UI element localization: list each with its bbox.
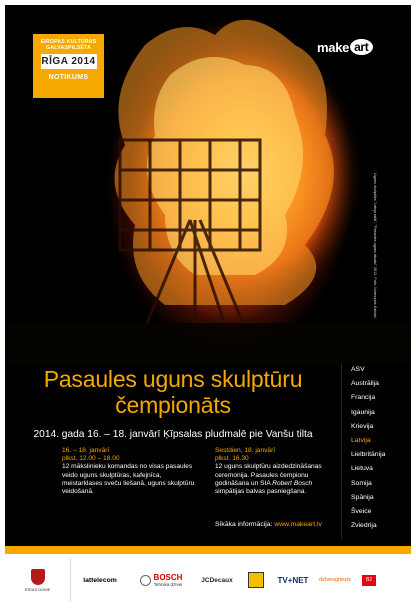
jcdecaux-label: JCDecaux bbox=[201, 576, 233, 584]
country-item: ASV bbox=[351, 366, 365, 373]
title-line-2: čempionāts bbox=[115, 392, 231, 418]
logo-art: art bbox=[350, 39, 372, 55]
riga-dome-logo bbox=[5, 558, 71, 602]
col1-text: 12 mākslinieku komandas no visas pasaules veido uguns skulptūras, kafejnīca, meistarklases sveču liešanā, uguns skulptūru veidošanā. bbox=[62, 463, 195, 496]
jcdecaux-logo bbox=[193, 558, 241, 602]
b2-logo bbox=[355, 558, 383, 602]
country-item: Lietuva bbox=[351, 465, 373, 473]
riga-dome-label: RĪGAS DOME bbox=[24, 586, 51, 592]
col2-time: plkst. 16.30 bbox=[215, 455, 249, 463]
bosch-logo bbox=[129, 558, 193, 602]
country-item: Somija bbox=[351, 479, 372, 487]
logo-prefix: make bbox=[317, 39, 350, 55]
country-item: Zviedrija bbox=[351, 522, 377, 530]
title-line-1: Pasaules uguns skulptūru bbox=[43, 366, 303, 392]
country-item: Krievija bbox=[351, 422, 374, 430]
tvnet-logo bbox=[271, 558, 315, 602]
schedule-column-2 bbox=[215, 447, 339, 496]
dzivesgriezis-logo bbox=[315, 558, 355, 602]
zb-logo bbox=[241, 558, 271, 602]
badge-caption: EIROPAS KULTŪRAS GALVASPILSĒTA bbox=[40, 39, 97, 51]
col2-dates: Sestdien, 18. janvārī bbox=[215, 447, 276, 454]
info-url[interactable]: www.makeart.lv bbox=[274, 521, 322, 528]
b2-label: B2 bbox=[362, 575, 376, 586]
lattelecom-label: lattelecom bbox=[83, 576, 117, 584]
country-item: Austrālija bbox=[351, 380, 379, 388]
schedule-column-1 bbox=[62, 447, 198, 496]
col2-text-italic: Robert Bosch bbox=[272, 479, 313, 487]
badge-label: NOTIKUMS bbox=[48, 74, 89, 81]
more-info bbox=[215, 521, 322, 528]
photo-credit: Uguns skulptūra "Latvju rakti", "Pasaules uguns ritualu" 2012. Foto: Normunds Kalviņš bbox=[373, 173, 377, 318]
col1-time: plkst. 12.00 – 18.00 bbox=[62, 455, 120, 463]
lattelecom-logo bbox=[71, 558, 129, 602]
sponsors-bar bbox=[5, 546, 411, 606]
dz-label: dzīvesgriezis bbox=[319, 577, 351, 583]
zb-square-icon bbox=[248, 572, 264, 588]
riga-crest-icon bbox=[31, 569, 45, 585]
col1-dates: 16. – 18. janvārī bbox=[62, 447, 110, 454]
poster bbox=[5, 5, 411, 606]
country-item: Latvija bbox=[351, 436, 371, 444]
bosch-text bbox=[154, 573, 183, 587]
info-label: Sīkāka informācija: bbox=[215, 521, 275, 528]
col2-text-before: 12 uguns skulptūru aizdedzināšanas ceremonija. Pasaules čempionu godināšana un SIA bbox=[215, 463, 322, 487]
culture-capital-badge bbox=[33, 34, 104, 98]
tvnet-label: TV+NET bbox=[277, 575, 309, 585]
country-item: Šveice bbox=[351, 507, 372, 515]
bosch-tagline: Tehnika dzīvei bbox=[153, 582, 183, 587]
country-item: Francija bbox=[351, 394, 376, 402]
country-item: Igaunija bbox=[351, 408, 375, 416]
makeart-logo[interactable] bbox=[317, 39, 373, 55]
country-item: Lielbritānija bbox=[351, 451, 386, 459]
badge-city: RĪGA 2014 bbox=[41, 56, 96, 67]
bosch-label: BOSCH bbox=[153, 573, 183, 582]
countries-list bbox=[341, 363, 411, 539]
country-item: Spānija bbox=[351, 493, 374, 501]
col2-text-after: simpātijas balvas pasniegšana. bbox=[215, 488, 307, 496]
bosch-ring-icon bbox=[140, 575, 151, 586]
event-subtitle: 2014. gada 16. – 18. janvārī Ķīpsalas pludmalē pie Vanšu tilta bbox=[33, 429, 313, 440]
col2-text bbox=[215, 463, 339, 496]
